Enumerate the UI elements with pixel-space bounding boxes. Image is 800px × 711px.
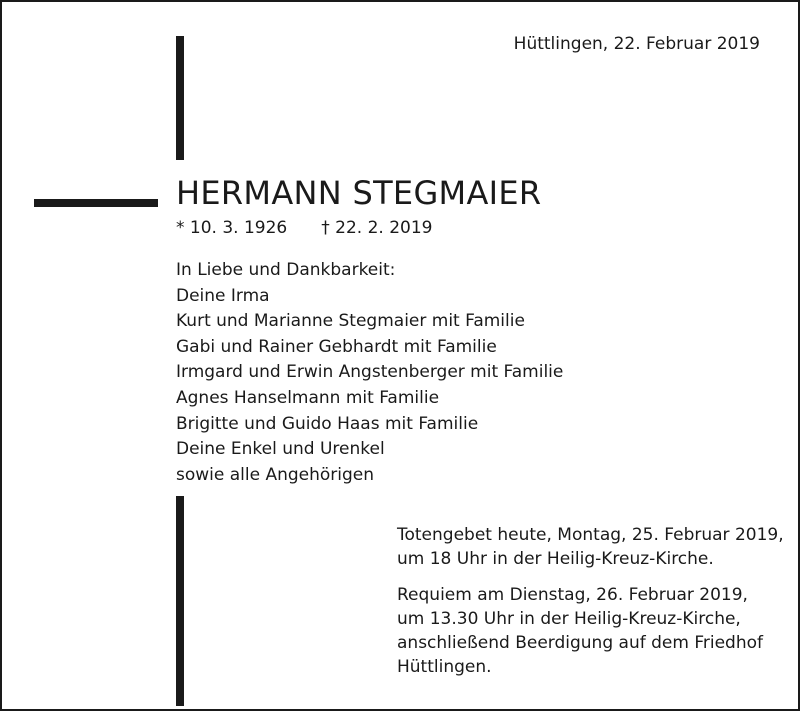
deceased-name: HERMANN STEGMAIER xyxy=(176,174,542,212)
service-line: Hüttlingen. xyxy=(397,657,492,677)
mourner-line: Agnes Hanselmann mit Familie xyxy=(176,387,440,408)
mourners-list xyxy=(176,258,563,488)
prayer-service-info xyxy=(397,523,784,571)
cross-lower-bar xyxy=(176,496,184,706)
mourner-line: Deine Enkel und Urenkel xyxy=(176,439,385,460)
cross-side-bar xyxy=(34,199,158,207)
mourner-line: Irmgard und Erwin Angstenberger mit Familie xyxy=(176,362,564,383)
birth-date: * 10. 3. 1926 xyxy=(176,218,288,238)
service-line: um 18 Uhr in der Heilig-Kreuz-Kirche. xyxy=(397,549,714,569)
service-line: Totengebet heute, Montag, 25. Februar 2019, xyxy=(397,525,784,545)
mourner-line: Deine Irma xyxy=(176,285,270,306)
mourners-intro: In Liebe und Dankbarkeit: xyxy=(176,260,396,280)
mourner-line: sowie alle Angehörigen xyxy=(176,464,375,485)
service-line: Requiem am Dienstag, 26. Februar 2019, xyxy=(397,585,748,605)
mourner-line: Gabi und Rainer Gebhardt mit Familie xyxy=(176,336,497,357)
service-line: um 13.30 Uhr in der Heilig-Kreuz-Kirche, xyxy=(397,609,741,629)
death-date: † 22. 2. 2019 xyxy=(321,218,433,238)
mourner-line: Brigitte und Guido Haas mit Familie xyxy=(176,413,479,434)
requiem-info xyxy=(397,583,763,679)
life-dates xyxy=(176,218,432,238)
service-line: anschließend Beerdigung auf dem Friedhof xyxy=(397,633,763,653)
cross-upper-bar xyxy=(176,36,184,160)
place-date: Hüttlingen, 22. Februar 2019 xyxy=(513,34,760,54)
mourner-line: Kurt und Marianne Stegmaier mit Familie xyxy=(176,311,525,332)
